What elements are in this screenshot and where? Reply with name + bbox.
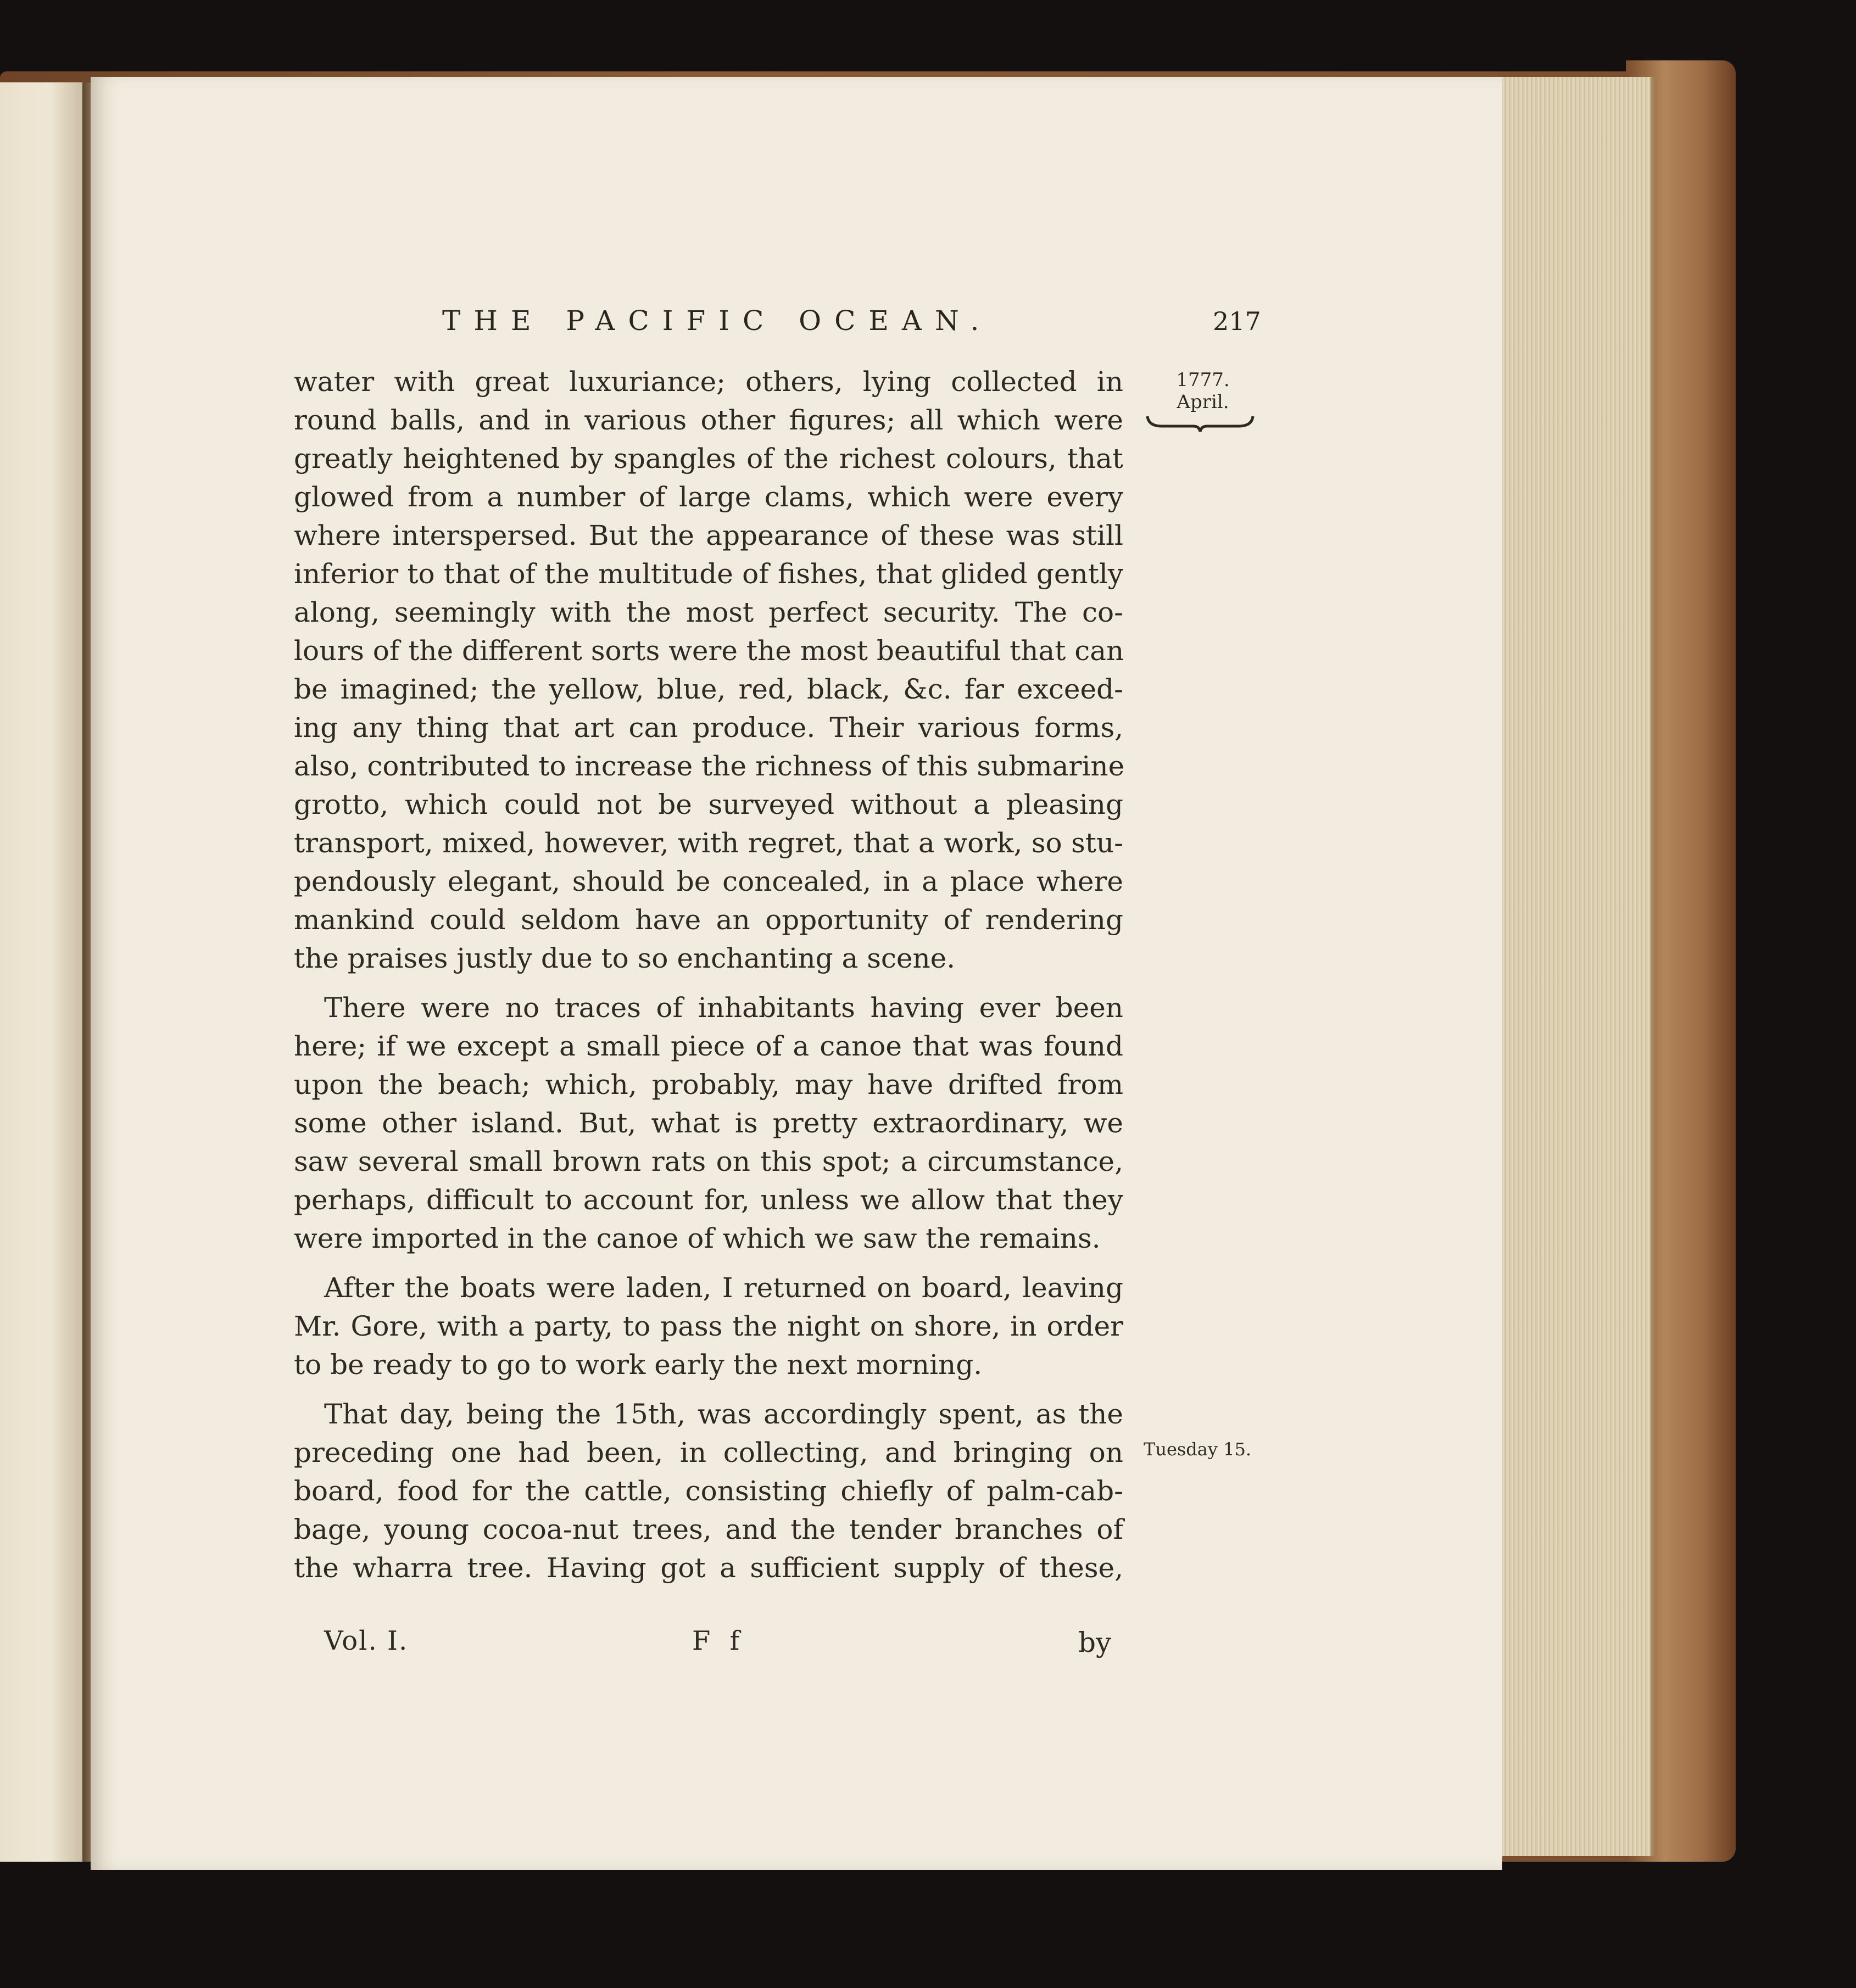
- body-text: [294, 362, 1123, 1587]
- text-line: saw several small brown rats on this spot; a circumstance,: [294, 1146, 1123, 1177]
- running-title: THE PACIFIC OCEAN.: [442, 305, 993, 337]
- text-line: pendously elegant, should be concealed, in a place where: [294, 865, 1123, 897]
- page-block-edge: [1502, 77, 1654, 1856]
- paragraph-gap: [294, 978, 1123, 989]
- text-line: water with great luxuriance; others, lying collected in: [294, 366, 1123, 398]
- text-line: here; if we except a small piece of a canoe that was found: [294, 1030, 1123, 1062]
- catchword: by: [1078, 1627, 1112, 1658]
- text-line: the praises justly due to so enchanting a scene.: [294, 942, 956, 974]
- text-line: bage, young cocoa-nut trees, and the tender branches of: [294, 1514, 1123, 1545]
- margin-brace-icon: [1145, 413, 1255, 435]
- text-line: transport, mixed, however, with regret, that a work, so stu-: [294, 827, 1123, 859]
- text-line: preceding one had been, in collecting, and bringing on: [294, 1437, 1123, 1468]
- margin-date-note: Tuesday 15.: [1143, 1439, 1251, 1460]
- text-line: mankind could seldom have an opportunity of rendering: [294, 904, 1123, 936]
- text-line: be imagined; the yellow, blue, red, black, &c. far exceed-: [294, 673, 1123, 705]
- text-line: greatly heightened by spangles of the richest colours, that: [294, 443, 1123, 474]
- text-line: board, food for the cattle, consisting chiefly of palm-cab-: [294, 1475, 1123, 1507]
- left-page-edge: [0, 82, 82, 1862]
- text-line: to be ready to go to work early the next morning.: [294, 1349, 983, 1381]
- paragraph-gap: [294, 1384, 1123, 1395]
- text-line: Mr. Gore, with a party, to pass the night on shore, in order: [294, 1310, 1123, 1342]
- text-line: perhaps, difficult to account for, unless we allow that they: [294, 1184, 1123, 1216]
- text-line: where interspersed. But the appearance of these was still: [294, 520, 1123, 551]
- paragraph-gap: [294, 1258, 1123, 1269]
- text-line: were imported in the canoe of which we saw the remains.: [294, 1222, 1101, 1254]
- margin-year: 1777.: [1176, 369, 1230, 391]
- text-line: inferior to that of the multitude of fishes, that glided gently: [294, 558, 1123, 590]
- signature-mark: F f: [692, 1626, 745, 1656]
- text-line: There were no traces of inhabitants having ever been: [324, 992, 1123, 1024]
- text-line: also, contributed to increase the richness of this submarine: [294, 750, 1125, 782]
- text-line: along, seemingly with the most perfect security. The co-: [294, 596, 1123, 628]
- text-line: lours of the different sorts were the most beautiful that can: [294, 635, 1124, 667]
- text-line: glowed from a number of large clams, which were every: [294, 481, 1123, 513]
- volume-label: Vol. I.: [324, 1626, 409, 1656]
- text-line: the wharra tree. Having got a sufficient supply of these,: [294, 1552, 1123, 1584]
- text-line: some other island. But, what is pretty extraordinary, we: [294, 1107, 1123, 1139]
- margin-month: April.: [1177, 391, 1229, 413]
- text-line: grotto, which could not be surveyed without a pleasing: [294, 789, 1123, 820]
- text-line: round balls, and in various other figures; all which were: [294, 404, 1123, 436]
- text-line: After the boats were laden, I returned on board, leaving: [324, 1272, 1123, 1304]
- page-number: 217: [1213, 306, 1261, 336]
- text-line: upon the beach; which, probably, may have drifted from: [294, 1069, 1123, 1101]
- text-line: ing any thing that art can produce. Their various forms,: [294, 712, 1123, 744]
- text-line: That day, being the 15th, was accordingly spent, as the: [324, 1398, 1123, 1430]
